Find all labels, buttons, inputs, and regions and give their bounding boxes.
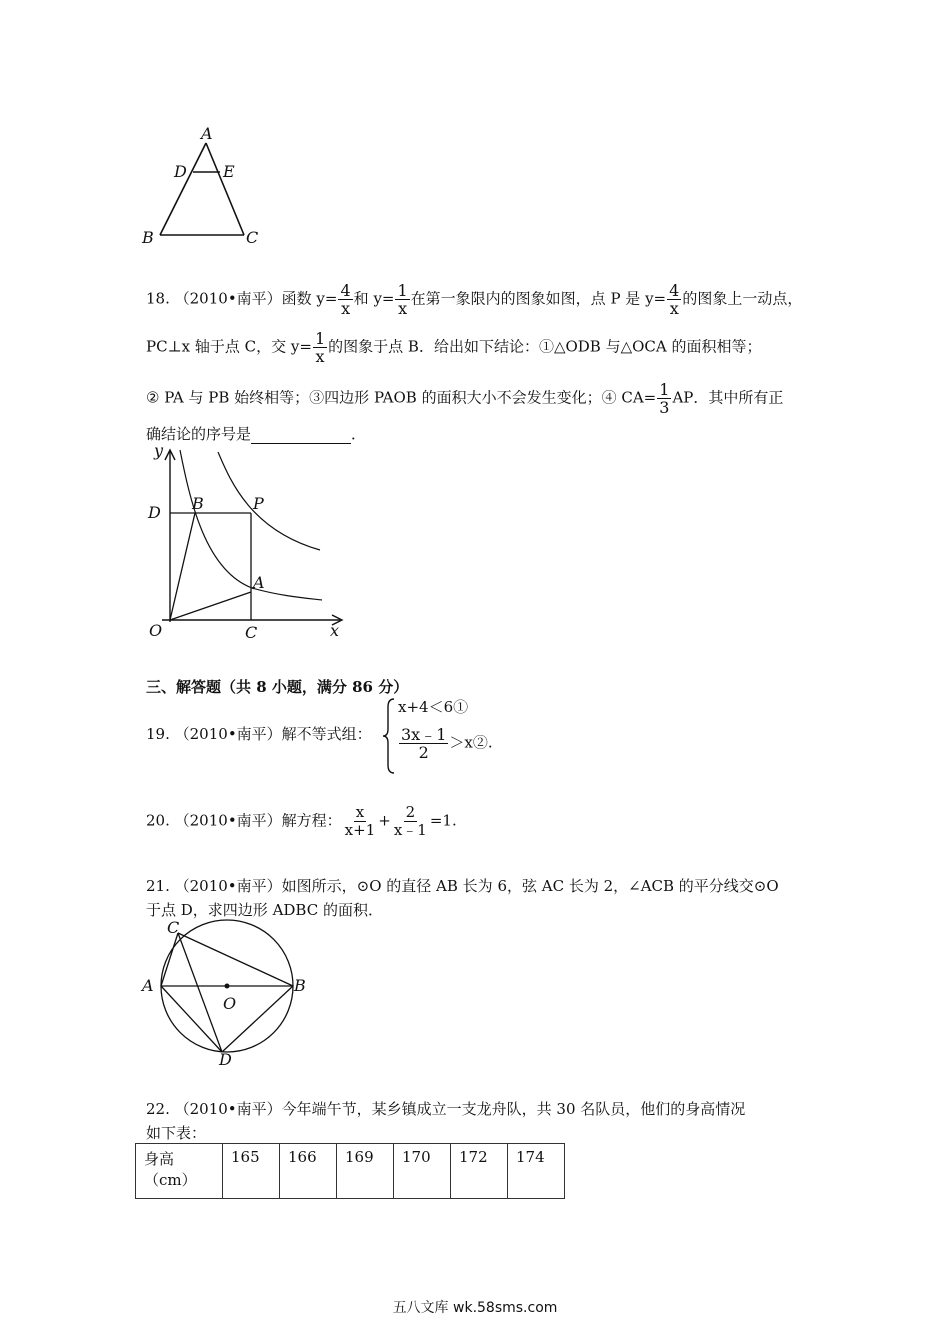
section-title: 三、解答题（共 8 小题，满分 86 分） (146, 678, 409, 696)
q18-line2: PC⊥x 轴于点 C，交 y= $\frac{1}{x}$ 的图象于点 B．给出如下结论：①△ODB 与△OCA 的面积相等； (146, 329, 762, 366)
label-A: A (142, 976, 154, 995)
label-D: D (174, 162, 187, 181)
q21-line2: 于点 D，求四边形 ADBC 的面积． (146, 901, 383, 919)
table-header-cell: 身高 （cm） (136, 1144, 223, 1199)
hyperbola-figure (140, 440, 350, 640)
label-C: C (245, 623, 258, 640)
label-C: C (246, 228, 259, 247)
footer-watermark: 五八文库 wk.58sms.com (392, 1300, 558, 1316)
table-cell: 174 (508, 1144, 565, 1199)
q18-line4: 确结论的序号是 ． (146, 425, 367, 443)
table-cell: 169 (337, 1144, 394, 1199)
label-E: E (223, 162, 235, 181)
label-P: P (253, 494, 264, 513)
label-C: C (167, 918, 180, 937)
q18-line1: 18. （2010•南平）函数 y= $\frac{4}{x}$ 和 y= $\frac{1}{x}$ 在第一象限内的图象如图，点 P 是 y= $\frac{4}{x}$ 的图象上一动点， (146, 281, 803, 318)
triangle-figure (140, 125, 265, 250)
fraction: $\frac{1}{x}$ (314, 329, 326, 366)
label-B: B (294, 976, 306, 995)
table-cell: 166 (280, 1144, 337, 1199)
q18-line3: ② PA 与 PB 始终相等；③四边形 PAOB 的面积大小不会发生变化；④ CA= $\frac{1}{3}$ AP．其中所有正 (146, 380, 784, 417)
label-y: y (154, 441, 164, 460)
q19-prompt: 19. （2010•南平）解不等式组： (146, 725, 372, 743)
fraction: $\frac{4}{x}$ (340, 281, 351, 318)
q19-ineq1: x+4＜6① (398, 698, 469, 716)
table-row (136, 1144, 565, 1199)
label-B: B (142, 228, 154, 247)
q21-line1: 21. （2010•南平）如图所示，⊙O 的直径 AB 长为 6，弦 AC 长为 2，∠ACB 的平分线交⊙O (146, 877, 779, 895)
label-D: D (219, 1050, 232, 1065)
table-cell: 165 (223, 1144, 280, 1199)
table-cell: 172 (451, 1144, 508, 1199)
fraction: $\frac{4}{x}$ (669, 281, 680, 318)
label-x: x (330, 621, 340, 640)
label-O: O (149, 621, 163, 640)
label-A: A (201, 125, 213, 143)
label-O: O (223, 994, 237, 1013)
height-table (135, 1143, 565, 1199)
left-brace (382, 697, 396, 775)
label-B: B (192, 494, 204, 513)
q22-line2: 如下表： (146, 1124, 207, 1142)
fraction: $\frac{3x﹣1}{2}$ (401, 725, 447, 762)
q18-number: 18. (146, 289, 170, 308)
label-A: A (253, 573, 265, 592)
q20-line: 20. （2010•南平）解方程： $\frac{x}{x+1}$ + $\frac{2}{x﹣1}$ =1. (146, 803, 457, 839)
circle-figure (138, 915, 318, 1065)
fraction: $\frac{2}{x﹣1}$ (393, 803, 427, 839)
fraction: $\frac{x}{x+1}$ (344, 803, 376, 839)
q19-ineq2: $\frac{3x﹣1}{2}$ ＞x②. (401, 725, 493, 762)
fraction: $\frac{1}{3}$ (659, 380, 670, 417)
label-D: D (148, 503, 161, 522)
table-cell: 170 (394, 1144, 451, 1199)
q22-line1: 22. （2010•南平）今年端午节，某乡镇成立一支龙舟队，共 30 名队员，他们的身高情况 (146, 1100, 746, 1118)
fraction: $\frac{1}{x}$ (397, 281, 408, 318)
